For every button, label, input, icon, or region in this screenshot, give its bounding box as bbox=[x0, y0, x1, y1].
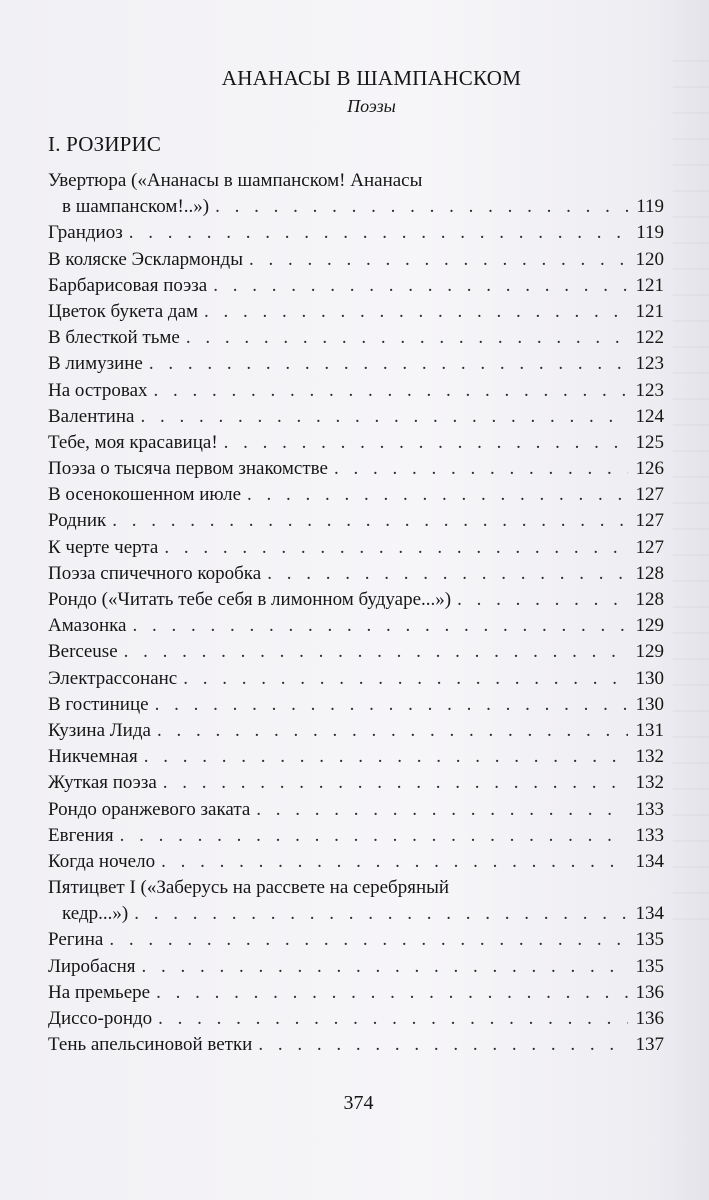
toc-entry-title: Рондо оранжевого заката bbox=[48, 798, 251, 820]
toc-entry-row bbox=[48, 639, 664, 665]
toc-entry bbox=[48, 639, 664, 665]
toc-entry-row bbox=[48, 692, 664, 718]
dot-leader bbox=[112, 508, 628, 534]
toc-entry-page: 130 bbox=[635, 693, 664, 715]
toc-entry-title: Лиробасня bbox=[48, 955, 136, 977]
toc-entry-title: В осенокошенном июле bbox=[48, 484, 242, 506]
toc-entry-title: Поэза спичечного коробка bbox=[48, 562, 262, 584]
dot-leader bbox=[213, 273, 628, 299]
dot-leader bbox=[129, 220, 628, 246]
dot-leader bbox=[183, 666, 628, 692]
dot-leader bbox=[161, 849, 628, 875]
toc-entry-page: 121 bbox=[635, 274, 664, 296]
toc-entry bbox=[48, 299, 664, 325]
toc-entry-title: Диссо-рондо bbox=[48, 1008, 153, 1029]
toc-entry-title: В лимузине bbox=[48, 353, 143, 375]
toc-entry-title: К черте черта bbox=[48, 536, 159, 558]
chapter-heading: I. РОЗИРИС bbox=[48, 132, 162, 156]
toc-entry-title: Валентина bbox=[48, 405, 135, 427]
toc-entry-page: 128 bbox=[635, 562, 664, 584]
toc-entry-row bbox=[48, 535, 664, 561]
toc-entry-row bbox=[48, 508, 664, 534]
toc-entry bbox=[48, 325, 664, 351]
dot-leader bbox=[249, 247, 628, 273]
toc-entry bbox=[48, 613, 664, 639]
toc-entry-row bbox=[48, 980, 664, 1006]
toc-entry-page: 121 bbox=[635, 300, 664, 322]
dot-leader bbox=[457, 587, 628, 613]
toc-entry-title: Родник bbox=[48, 510, 107, 532]
toc-entry-row bbox=[48, 718, 664, 744]
toc-entry-title: Рондо («Читать тебе себя в лимонном будуаре...») bbox=[48, 589, 452, 610]
toc-entry-page: 132 bbox=[635, 746, 664, 768]
dot-leader bbox=[158, 1006, 628, 1032]
toc-entry bbox=[48, 430, 664, 456]
section-title: АНАНАСЫ В ШАМПАНСКОМ bbox=[221, 66, 522, 90]
dot-leader bbox=[133, 613, 629, 639]
toc-entry-page: 131 bbox=[635, 719, 664, 741]
toc-entry bbox=[48, 404, 664, 430]
show-through-text bbox=[673, 60, 709, 920]
toc-entry bbox=[48, 744, 664, 770]
toc-entry-row bbox=[48, 744, 664, 770]
toc-entry-row bbox=[48, 1032, 664, 1058]
toc-entry-row bbox=[48, 194, 664, 220]
toc-entry-row bbox=[48, 247, 664, 273]
toc-entry-page: 125 bbox=[635, 431, 664, 453]
dot-leader bbox=[120, 823, 628, 849]
toc-entry-row bbox=[48, 456, 664, 482]
toc-entry-title: Кузина Лида bbox=[48, 719, 151, 741]
toc-entry-page: 129 bbox=[635, 615, 664, 637]
dot-leader bbox=[334, 456, 628, 482]
toc-entry-title: Амазонка bbox=[48, 615, 127, 637]
toc-entry-title: Поэза о тысяча первом знакомстве bbox=[48, 458, 328, 480]
toc-entry-page: 123 bbox=[635, 379, 664, 401]
toc-entry-page: 129 bbox=[635, 641, 664, 663]
toc-entry-page: 132 bbox=[635, 772, 664, 794]
toc-entry-title: кедр...») bbox=[62, 903, 129, 925]
toc-entry bbox=[48, 666, 664, 692]
toc-entry-title: Регина bbox=[48, 929, 104, 951]
toc-entry-title: Никчемная bbox=[48, 746, 138, 768]
toc-entry bbox=[48, 351, 664, 377]
toc-entry-title: Грандиоз bbox=[48, 222, 123, 244]
toc-entry-title: Жуткая поэза bbox=[48, 772, 157, 794]
toc-entry-page: 119 bbox=[636, 222, 664, 244]
dot-leader bbox=[109, 927, 628, 953]
dot-leader bbox=[154, 378, 629, 404]
toc-entry-page: 133 bbox=[635, 824, 664, 846]
toc-entry bbox=[48, 456, 664, 482]
toc-entry-row bbox=[48, 927, 664, 953]
toc-entry bbox=[48, 849, 664, 875]
table-of-contents bbox=[48, 168, 664, 1058]
toc-entry-title: Тень апельсиновой ветки bbox=[48, 1034, 253, 1056]
toc-entry-title: Цветок букета дам bbox=[48, 300, 199, 322]
toc-entry-page: 135 bbox=[635, 929, 664, 951]
toc-entry-page: 122 bbox=[635, 327, 664, 349]
toc-entry-title: в шампанском!..») bbox=[62, 196, 210, 218]
toc-entry-page: 136 bbox=[635, 1008, 664, 1029]
toc-entry-row bbox=[48, 378, 664, 404]
toc-entry bbox=[48, 168, 664, 220]
toc-entry bbox=[48, 220, 664, 246]
toc-entry bbox=[48, 692, 664, 718]
toc-entry-page: 120 bbox=[635, 248, 664, 270]
toc-entry-page: 127 bbox=[635, 484, 664, 506]
toc-entry-page: 124 bbox=[635, 405, 664, 427]
toc-entry-row bbox=[48, 954, 664, 980]
toc-entry-page: 128 bbox=[635, 589, 664, 610]
toc-entry-title: Berceuse bbox=[48, 641, 118, 663]
toc-entry-page: 123 bbox=[635, 353, 664, 375]
dot-leader bbox=[215, 194, 628, 220]
dot-leader bbox=[144, 744, 628, 770]
toc-entry bbox=[48, 378, 664, 404]
dot-leader bbox=[124, 639, 628, 665]
toc-entry-title-line: Пятицвет I («Заберусь на рассвете на серебряный bbox=[48, 877, 450, 899]
page-number: 374 bbox=[343, 1092, 374, 1114]
dot-leader bbox=[163, 770, 628, 796]
toc-entry-row bbox=[48, 482, 664, 508]
toc-entry-title: В блесткой тьме bbox=[48, 327, 180, 349]
dot-leader bbox=[258, 1032, 628, 1058]
toc-entry bbox=[48, 587, 664, 613]
toc-entry bbox=[48, 927, 664, 953]
dot-leader bbox=[156, 980, 628, 1006]
toc-entry-title: Евгения bbox=[48, 824, 114, 846]
dot-leader bbox=[155, 692, 628, 718]
toc-entry-title: Барбарисовая поэза bbox=[48, 274, 208, 296]
toc-entry-title: Когда ночело bbox=[48, 850, 156, 872]
toc-entry-title-line: Увертюра («Ананасы в шампанском! Ананасы bbox=[48, 170, 423, 191]
toc-entry-row bbox=[48, 613, 664, 639]
toc-entry bbox=[48, 273, 664, 299]
toc-entry bbox=[48, 535, 664, 561]
toc-entry-row bbox=[48, 325, 664, 351]
toc-entry bbox=[48, 247, 664, 273]
toc-entry bbox=[48, 875, 664, 927]
toc-entry-row bbox=[48, 1006, 664, 1032]
toc-entry-row bbox=[48, 430, 664, 456]
dot-leader bbox=[134, 901, 628, 927]
toc-entry bbox=[48, 770, 664, 796]
toc-entry bbox=[48, 797, 664, 823]
toc-entry bbox=[48, 508, 664, 534]
toc-entry-title: Электрассонанс bbox=[48, 667, 178, 689]
toc-entry bbox=[48, 718, 664, 744]
toc-entry-title: На островах bbox=[48, 379, 148, 401]
toc-entry-title: Тебе, моя красавица! bbox=[48, 431, 218, 453]
toc-entry-page: 134 bbox=[635, 850, 664, 872]
toc-entry bbox=[48, 980, 664, 1006]
toc-entry bbox=[48, 1006, 664, 1032]
toc-entry-row bbox=[48, 797, 664, 823]
toc-entry-row bbox=[48, 849, 664, 875]
dot-leader bbox=[164, 535, 628, 561]
toc-entry-page: 136 bbox=[635, 981, 664, 1003]
toc-entry-page: 119 bbox=[636, 196, 664, 218]
dot-leader bbox=[157, 718, 628, 744]
toc-entry bbox=[48, 561, 664, 587]
dot-leader bbox=[204, 299, 628, 325]
toc-entry-row bbox=[48, 404, 664, 430]
toc-entry-page: 134 bbox=[635, 903, 664, 925]
toc-entry-page: 137 bbox=[635, 1034, 664, 1056]
dot-leader bbox=[224, 430, 628, 456]
toc-entry-page: 130 bbox=[635, 667, 664, 689]
dot-leader bbox=[267, 561, 628, 587]
dot-leader bbox=[149, 351, 628, 377]
toc-entry-page: 126 bbox=[635, 458, 664, 480]
toc-entry bbox=[48, 823, 664, 849]
toc-entry bbox=[48, 954, 664, 980]
toc-entry-row bbox=[48, 220, 664, 246]
toc-entry bbox=[48, 1032, 664, 1058]
toc-entry-page: 127 bbox=[635, 510, 664, 532]
toc-entry-page: 127 bbox=[635, 536, 664, 558]
toc-entry-row bbox=[48, 561, 664, 587]
dot-leader bbox=[142, 954, 629, 980]
section-subtitle: Поэзы bbox=[347, 96, 396, 116]
toc-entry-row bbox=[48, 273, 664, 299]
toc-entry-page: 135 bbox=[635, 955, 664, 977]
toc-entry bbox=[48, 482, 664, 508]
dot-leader bbox=[256, 797, 628, 823]
toc-entry-row bbox=[48, 901, 664, 927]
toc-entry-title: В гостинице bbox=[48, 693, 149, 715]
dot-leader bbox=[247, 482, 628, 508]
toc-entry-row bbox=[48, 299, 664, 325]
toc-entry-row bbox=[48, 823, 664, 849]
toc-entry-row bbox=[48, 351, 664, 377]
dot-leader bbox=[186, 325, 628, 351]
dot-leader bbox=[140, 404, 628, 430]
toc-entry-title: В коляске Эсклармонды bbox=[48, 248, 243, 270]
toc-entry-row bbox=[48, 770, 664, 796]
toc-entry-title: На премьере bbox=[48, 981, 151, 1003]
toc-entry-row bbox=[48, 666, 664, 692]
toc-entry-page: 133 bbox=[635, 798, 664, 820]
toc-entry-row bbox=[48, 587, 664, 613]
